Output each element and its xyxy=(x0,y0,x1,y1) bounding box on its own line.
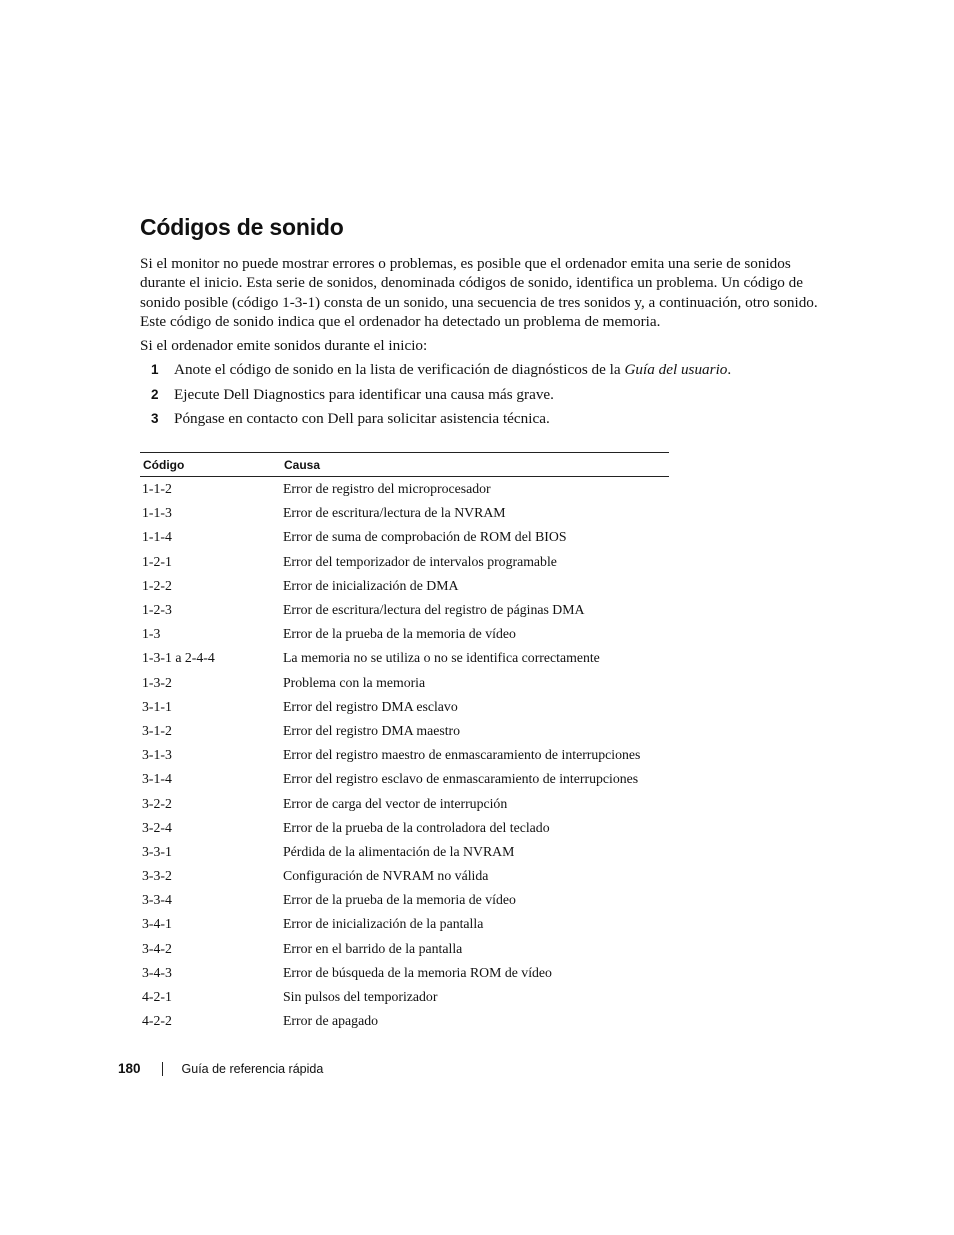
code-cell: 3-1-3 xyxy=(142,747,172,763)
table-row xyxy=(140,646,669,670)
table-row xyxy=(140,888,669,912)
cause-cell: Error de carga del vector de interrupción xyxy=(283,795,508,811)
column-header-code: Código xyxy=(140,453,281,477)
table-row xyxy=(140,985,669,1009)
cause-cell: Configuración de NVRAM no válida xyxy=(283,868,489,884)
code-cell: 3-3-1 xyxy=(142,843,172,859)
footer-title: Guía de referencia rápida xyxy=(181,1061,324,1076)
code-cell: 1-2-1 xyxy=(142,553,172,569)
code-cell: 3-3-2 xyxy=(142,868,172,884)
table-row xyxy=(140,550,669,574)
cause-cell: Error del registro maestro de enmascaramiento de interrupciones xyxy=(283,747,641,763)
table-row xyxy=(140,743,669,767)
footer-divider xyxy=(162,1062,163,1076)
table-row xyxy=(140,961,669,985)
code-cell: 1-3 xyxy=(142,626,161,642)
table-row xyxy=(140,791,669,815)
table-row xyxy=(140,574,669,598)
step-number: 1 xyxy=(151,362,159,377)
cause-cell: Error de suma de comprobación de ROM del BIOS xyxy=(283,529,567,545)
cause-cell: Error del temporizador de intervalos programable xyxy=(283,553,557,569)
table-row xyxy=(140,937,669,961)
code-cell: 3-3-4 xyxy=(142,892,172,908)
table-row xyxy=(140,864,669,888)
cause-cell: Error de apagado xyxy=(283,1013,378,1029)
cause-cell: Error de la prueba de la memoria de vídeo xyxy=(283,626,516,642)
code-cell: 1-1-2 xyxy=(142,481,172,497)
table-row xyxy=(140,598,669,622)
code-cell: 1-3-1 a 2-4-4 xyxy=(142,650,215,666)
table-row xyxy=(140,1009,669,1033)
table-row xyxy=(140,840,669,864)
code-cell: 3-4-2 xyxy=(142,940,172,956)
cause-cell: Sin pulsos del temporizador xyxy=(283,989,438,1005)
table-row xyxy=(140,816,669,840)
page-number: 180 xyxy=(118,1061,141,1076)
cause-cell: Error de la prueba de la controladora del teclado xyxy=(283,819,550,835)
cause-cell: Error del registro DMA maestro xyxy=(283,722,461,738)
cause-cell: Error de inicialización de DMA xyxy=(283,577,459,593)
code-cell: 3-2-2 xyxy=(142,795,172,811)
table-header-row xyxy=(140,453,669,477)
cause-cell: Error del registro DMA esclavo xyxy=(283,698,458,714)
table-row xyxy=(140,622,669,646)
cause-cell: Error de la prueba de la memoria de vídeo xyxy=(283,892,516,908)
guide-title: Guía del usuario xyxy=(624,361,728,378)
step-number: 2 xyxy=(151,386,159,402)
cause-cell: Error de inicialización de la pantalla xyxy=(283,916,484,932)
column-header-cause: Causa xyxy=(281,453,669,477)
cause-cell: Error en el barrido de la pantalla xyxy=(283,940,463,956)
code-cell: 1-2-2 xyxy=(142,577,172,593)
cause-cell: Problema con la memoria xyxy=(283,674,426,690)
code-cell: 1-2-3 xyxy=(142,602,172,618)
cause-cell: Error de escritura/lectura del registro de páginas DMA xyxy=(283,602,585,618)
cause-cell: Error del registro esclavo de enmascaramiento de interrupciones xyxy=(283,771,639,787)
code-cell: 3-1-2 xyxy=(142,722,172,738)
cause-cell: Error de escritura/lectura de la NVRAM xyxy=(283,505,506,521)
table-row xyxy=(140,671,669,695)
beep-codes-table xyxy=(140,452,669,1033)
code-cell: 3-1-1 xyxy=(142,698,172,714)
step-text: Póngase en contacto con Dell para solicitar asistencia técnica. xyxy=(174,410,550,427)
step-item xyxy=(140,385,731,410)
code-cell: 4-2-2 xyxy=(142,1013,172,1029)
cause-cell: Error de registro del microprocesador xyxy=(283,481,491,497)
step-item xyxy=(140,360,731,385)
lead-paragraph: Si el ordenador emite sonidos durante el inicio: xyxy=(140,337,428,354)
code-cell: 3-1-4 xyxy=(142,771,172,787)
cause-cell: Pérdida de la alimentación de la NVRAM xyxy=(283,843,515,859)
page-footer xyxy=(118,1061,323,1076)
steps-list xyxy=(140,360,731,434)
table-row xyxy=(140,767,669,791)
code-cell: 3-4-1 xyxy=(142,916,172,932)
code-cell: 3-2-4 xyxy=(142,819,172,835)
step-item xyxy=(140,409,731,434)
cause-cell: La memoria no se utiliza o no se identifica correctamente xyxy=(283,650,600,666)
code-cell: 1-1-4 xyxy=(142,529,172,545)
table-row xyxy=(140,695,669,719)
table-row xyxy=(140,719,669,743)
intro-paragraph: Si el monitor no puede mostrar errores o problemas, es posible que el ordenador emita una serie de sonidos durante el inicio. Esta serie de sonidos, denominada códigos de sonido, identifica un problema. Un código de sonido posible (código 1-3-1) consta de un sonido, una secuencia de tres sonidos y, a continuación, otro sonido. Este código de sonido indica que el ordenador ha detectado un problema de memoria. xyxy=(140,255,818,330)
code-cell: 1-1-3 xyxy=(142,505,172,521)
table-row xyxy=(140,477,669,502)
code-cell: 4-2-1 xyxy=(142,989,172,1005)
table-row xyxy=(140,501,669,525)
code-cell: 3-4-3 xyxy=(142,964,172,980)
cause-cell: Error de búsqueda de la memoria ROM de vídeo xyxy=(283,964,552,980)
table-body xyxy=(140,477,669,1034)
table-row xyxy=(140,912,669,936)
code-cell: 1-3-2 xyxy=(142,674,172,690)
step-text: Anote el código de sonido en la lista de verificación de diagnósticos de la Guía del usuario. xyxy=(174,361,732,378)
page-title: Códigos de sonido xyxy=(140,214,344,240)
step-text: Ejecute Dell Diagnostics para identificar una causa más grave. xyxy=(174,385,554,403)
step-number: 3 xyxy=(151,411,159,426)
table-row xyxy=(140,525,669,549)
